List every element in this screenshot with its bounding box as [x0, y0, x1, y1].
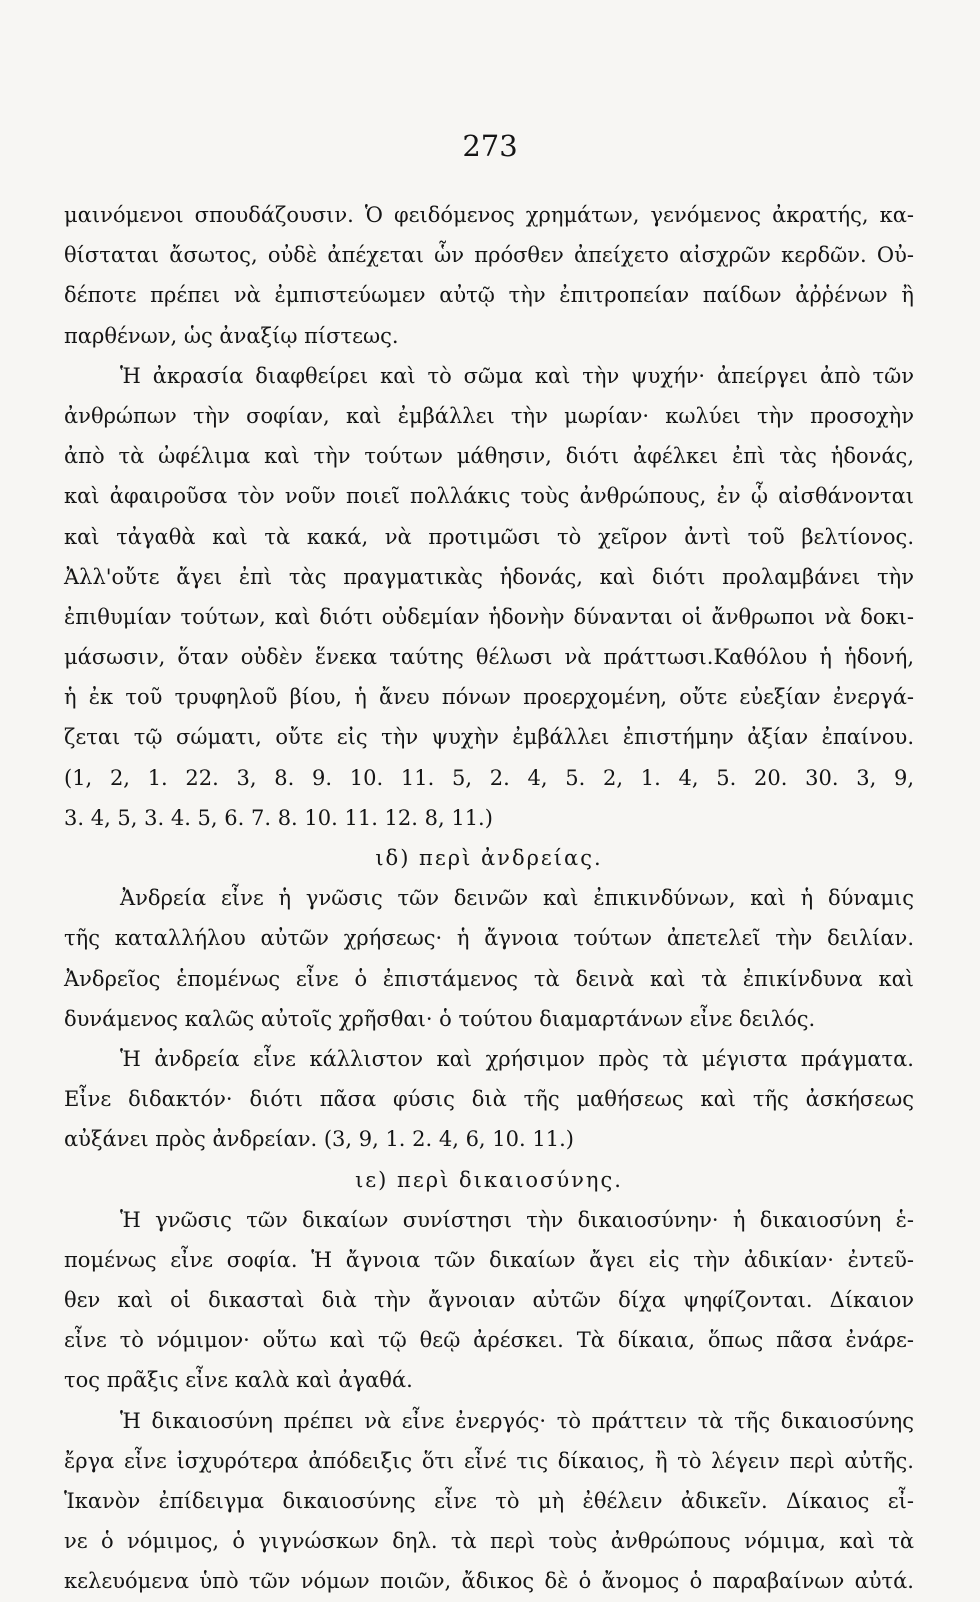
page-number: 273	[462, 129, 518, 163]
text-line: Ἱκανὸν ἐπίδειγμα δικαιοσύνης εἶνε τὸ μὴ ἐθέλειν ἀδικεῖν. Δίκαιος εἶ-	[64, 1489, 914, 1513]
body-text	[64, 195, 914, 1602]
text-line: Ἀνδρεῖος ἑπομένως εἶνε ὁ ἐπιστάμενος τὰ δεινὰ καὶ τὰ ἐπικίνδυνα καὶ	[64, 966, 914, 991]
text-line: θεν καὶ οἱ δικασταὶ διὰ τὴν ἄγνοιαν αὐτῶν δίχα ψηφίζονται. Δίκαιον	[64, 1288, 914, 1313]
text-line: καὶ ἀφαιροῦσα τὸν νοῦν ποιεῖ πολλάκις τοὺς ἀνθρώπους, ἐν ᾧ αἰσθάνονται	[64, 484, 914, 509]
text-line: νε ὁ νόμιμος, ὁ γιγνώσκων δηλ. τὰ περὶ τοὺς ἀνθρώπους νόμιμα, καὶ τὰ	[64, 1529, 914, 1554]
text-line: δυνάμενος καλῶς αὐτοῖς χρῆσθαι· ὁ τούτου διαμαρτάνων εἶνε δειλός.	[64, 1006, 816, 1031]
section-heading: ιε) περὶ δικαιοσύνης.	[355, 1167, 623, 1192]
text-line: ζεται τῷ σώματι, οὔτε εἰς τὴν ψυχὴν ἐμβάλλει ἐπιστήμην ἀξίαν ἐπαίνου.	[64, 725, 914, 750]
text-line: Ἡ γνῶσις τῶν δικαίων συνίστησι τὴν δικαιοσύνην· ἡ δικαιοσύνη ἑ-	[120, 1207, 914, 1232]
text-line: καὶ τἀγαθὰ καὶ τὰ κακά, νὰ προτιμῶσι τὸ χεῖρον ἀντὶ τοῦ βελτίονος.	[64, 524, 914, 549]
text-line: Εἶνε διδακτόν· διότι πᾶσα φύσις διὰ τῆς μαθήσεως καὶ τῆς ἀσκήσεως	[64, 1087, 914, 1112]
text-line: τος πρᾶξις εἶνε καλὰ καὶ ἀγαθά.	[64, 1368, 413, 1393]
text-line: ἀνθρώπων τὴν σοφίαν, καὶ ἐμβάλλει τὴν μωρίαν· κωλύει τὴν προσοχὴν	[64, 403, 914, 428]
text-line: Ἡ ἀνδρεία εἶνε κάλλιστον καὶ χρήσιμον πρὸς τὰ μέγιστα πράγματα.	[120, 1046, 914, 1071]
text-line: εἶνε τὸ νόμιμον· οὕτω καὶ τῷ θεῷ ἀρέσκει. Τὰ δίκαια, ὅπως πᾶσα ἐνάρε-	[64, 1328, 914, 1353]
text-line: 3. 4, 5, 3. 4. 5, 6. 7. 8. 10. 11. 12. 8, 11.)	[64, 805, 493, 830]
text-line: θίσταται ἄσωτος, οὐδὲ ἀπέχεται ὧν πρόσθεν ἀπείχετο αἰσχρῶν κερδῶν. Οὐ-	[64, 243, 914, 268]
text-line: ἀπὸ τὰ ὠφέλιμα καὶ τὴν τούτων μάθησιν, διότι ἀφέλκει ἐπὶ τὰς ἡδονάς,	[64, 444, 914, 469]
text-line: μαινόμενοι σπουδάζουσιν. Ὁ φειδόμενος χρημάτων, γενόμενος ἀκρατής, κα-	[64, 203, 914, 227]
text-line: κελευόμενα ὑπὸ τῶν νόμων ποιῶν, ἄδικος δὲ ὁ ἄνομος ὁ παραβαίνων αὐτά.	[64, 1569, 914, 1594]
section-heading: ιδ) περὶ ἀνδρείας.	[375, 846, 603, 870]
text-line: (1, 2, 1. 22. 3, 8. 9. 10. 11. 5, 2. 4, 5. 2, 1. 4, 5. 20. 30. 3, 9,	[64, 765, 914, 790]
text-line: μάσωσιν, ὅταν οὐδὲν ἕνεκα ταύτης θέλωσι νὰ πράττωσι.Καθόλου ἡ ἡδονή,	[64, 645, 914, 670]
text-line: ἡ ἐκ τοῦ τρυφηλοῦ βίου, ἡ ἄνευ πόνων προερχομένη, οὔτε εὐεξίαν ἐνεργά-	[64, 685, 914, 710]
text-line: δέποτε πρέπει νὰ ἐμπιστεύωμεν αὐτῷ τὴν ἐπιτροπείαν παίδων ἀῤῥένων ἢ	[64, 283, 914, 308]
text-line: πομένως εἶνε σοφία. Ἡ ἄγνοια τῶν δικαίων ἄγει εἰς τὴν ἀδικίαν· ἐντεῦ-	[64, 1247, 914, 1272]
text-line: παρθένων, ὡς ἀναξίῳ πίστεως.	[64, 323, 399, 348]
text-line: αὐξάνει πρὸς ἀνδρείαν. (3, 9, 1. 2. 4, 6, 10. 11.)	[64, 1127, 574, 1152]
text-line: τῆς καταλλήλου αὐτῶν χρήσεως· ἡ ἄγνοια τούτων ἀπετελεῖ τὴν δειλίαν.	[64, 926, 914, 951]
text-line: Ἀλλ'οὔτε ἄγει ἐπὶ τὰς πραγματικὰς ἡδονάς, καὶ διότι προλαμβάνει τὴν	[64, 564, 914, 589]
text-line: Ἡ δικαιοσύνη πρέπει νὰ εἶνε ἐνεργός· τὸ πράττειν τὰ τῆς δικαιοσύνης	[120, 1408, 914, 1433]
text-line: ἔργα εἶνε ἰσχυρότερα ἀπόδειξις ὅτι εἶνέ τις δίκαιος, ἢ τὸ λέγειν περὶ αὐτῆς.	[64, 1448, 914, 1473]
text-line: Ἀνδρεία εἶνε ἡ γνῶσις τῶν δεινῶν καὶ ἐπικινδύνων, καὶ ἡ δύναμις	[120, 886, 914, 911]
text-line: Ἡ ἀκρασία διαφθείρει καὶ τὸ σῶμα καὶ τὴν ψυχήν· ἀπείργει ἀπὸ τῶν	[120, 363, 914, 388]
text-line: ἐπιθυμίαν τούτων, καὶ διότι οὐδεμίαν ἡδονὴν δύνανται οἱ ἄνθρωποι νὰ δοκι-	[64, 604, 914, 629]
